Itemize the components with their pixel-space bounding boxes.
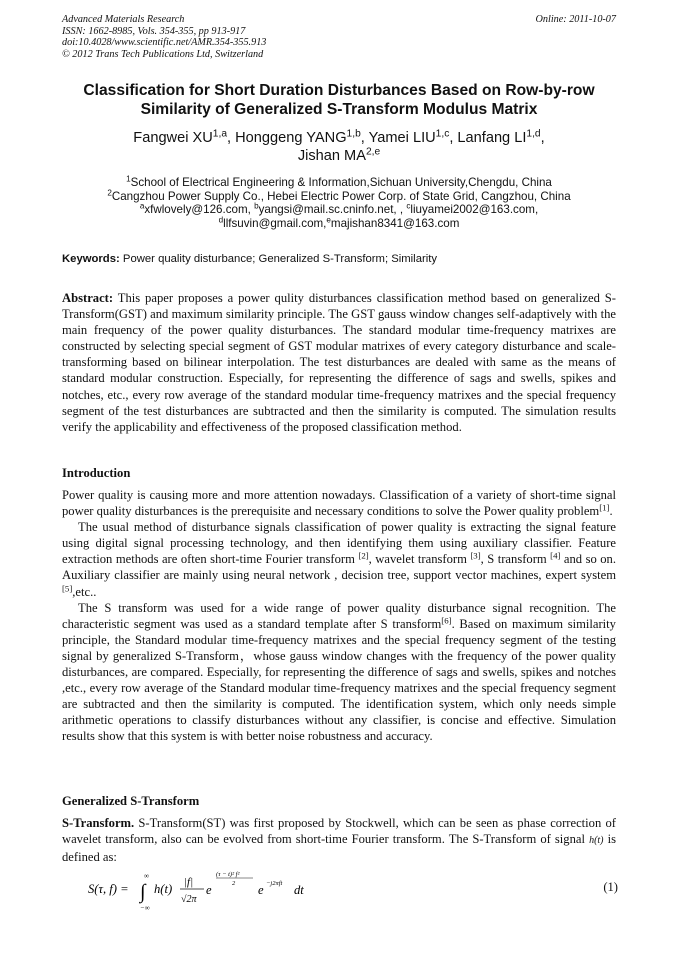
svg-text:2: 2 [232,880,236,887]
doi-line: doi:10.4028/www.scientific.net/AMR.354-355.913 [62,37,267,49]
affiliation: $^1$School of Electrical Engineering & Information,Sichuan University,Chengdu, China [126,174,552,189]
journal-name: Advanced Materials Research [62,14,185,25]
svg-text:∫: ∫ [140,881,146,903]
copyright-line: © 2012 Trans Tech Publications Ltd, Switzerland [62,48,264,60]
affiliations [62,176,616,230]
equation-1 [88,870,618,910]
paragraph: S-Transform. S-Transform(ST) was first proposed by Stockwell, which can be seen as phase correction of wavelet transform, also can be evolved from short-time Fourier transform. The S-Transform of signal h(t) is defined as: [62,816,616,865]
author: Honggeng YANG$^{1,b}$, [235,128,369,146]
section-heading-gst: Generalized S-Transform [62,794,200,808]
svg-text:∞: ∞ [144,872,149,880]
abstract [62,290,616,435]
svg-text:h(t): h(t) [154,882,173,896]
paragraph: The usual method of disturbance signals classification of power quality is extracting the signal feature using digital signal processing technology, and then identifying them using auxiliary classifier. Feature extraction methods are often short-time Fourier transform [2], wavelet transform [3], S transform [4] and so on. Auxiliary classifier are mainly using neural network , decision tree, support vector machines, expert system [5],etc.. [62,520,616,599]
gst-body [62,815,616,865]
equation-svg [88,870,388,912]
svg-text:|f|: |f| [184,876,194,888]
affiliation: $^2$Cangzhou Power Supply Co., Hebei Electric Power Corp. of State Grid, Cangzhou, China [107,188,571,203]
svg-text:√2π: √2π [181,894,197,905]
section-heading-introduction: Introduction [62,466,131,480]
svg-text:−j2πft: −j2πft [266,880,283,887]
journal-metadata [62,14,616,60]
keywords-label: Keywords: [62,253,120,265]
author: Yamei LIU$^{1,c}$, [368,128,458,146]
introduction-body [62,487,616,745]
svg-text:(τ − t)² f²: (τ − t)² f² [216,871,240,878]
paragraph: The S transform was used for a wide range of power quality disturbance signal recognition. The characteristic segment was used as a standard template after S transform[6]. Based on maximum similarity principle, the Standard modular time-frequency matrixes and the special frequency segment of the testing signal by generalized S-Transform，whose gauss window changes with the frequency of the power quality disturbances, are compared. Especially, for representing the difference of sags and swells, spikes and notches ,etc., every row average of the Standard modular time-frequency matrixes and the special frequency segment are subtracted and then the similarity is computed. The identification system, which only needs simple arithmetic operations to classify disturbances without any classifier, is concise and effective. Simulation results show that this system is with better noise robustness and accuracy. [62,600,616,744]
svg-text:e: e [258,883,264,897]
svg-text:dt: dt [294,883,304,897]
svg-text:e: e [206,883,212,897]
author: Fangwei XU$^{1,a}$, [133,128,236,146]
author: Jishan MA$^{2,e}$ [297,146,381,164]
keywords [62,253,616,265]
equation-number: (1) [603,880,618,894]
abstract-text: This paper proposes a power qulity disturbances classification method based on generalized S-Transform(GST) and maximum similarity principle. The GST gauss window changes self-adaptively with the main frequency of the power quality disturbances. The standard modular time-frequency matrixes are constructed by selecting special segment of GST modular matrixes of every category disturbance and scale-transforming based on bilinear interpolation. The test disturbances are dealed with same as the means of standard modular construction. Especially, for representing the difference of sags and swells, spikes and notches, etc., every row average of the standard modular time-frequency matrixes and the special frequency segment of the test disturbances are subtracted and then the similarity is computed. The simulation results verify the applicability and effectiveness of the proposed classification method. [62,291,616,434]
paragraph: Power quality is causing more and more attention nowadays. Classification of a variety of short-time signal power quality disturbances is the prerequisite and necessary conditions to solve the Power quality problem[1]. [62,488,616,519]
email-line: $^d$llfsuvin@gmail.com,$^e$majishan8341@163.com [218,215,460,230]
keywords-text: Power quality disturbance; Generalized S-Transform; Similarity [119,253,438,265]
issn-line: ISSN: 1662-8985, Vols. 354-355, pp 913-917 [62,25,246,37]
online-date: Online: 2011-10-07 [535,14,616,25]
svg-text:−∞: −∞ [140,904,150,912]
author: Lanfang LI$^{1,d}$, [457,128,545,146]
author-list [62,129,616,165]
paper-title: Classification for Short Duration Disturbances Based on Row-by-row Similarity of Generalized S-Transform Modulus Matrix [83,82,595,118]
abstract-label: Abstract: [62,291,114,305]
svg-text:S(τ, f) =: S(τ, f) = [88,882,129,896]
email-line: $^a$xfwlovely@126.com, $^b$yangsi@mail.sc.cninfo.net, , $^c$liuyamei2002@163.com, [139,201,539,217]
